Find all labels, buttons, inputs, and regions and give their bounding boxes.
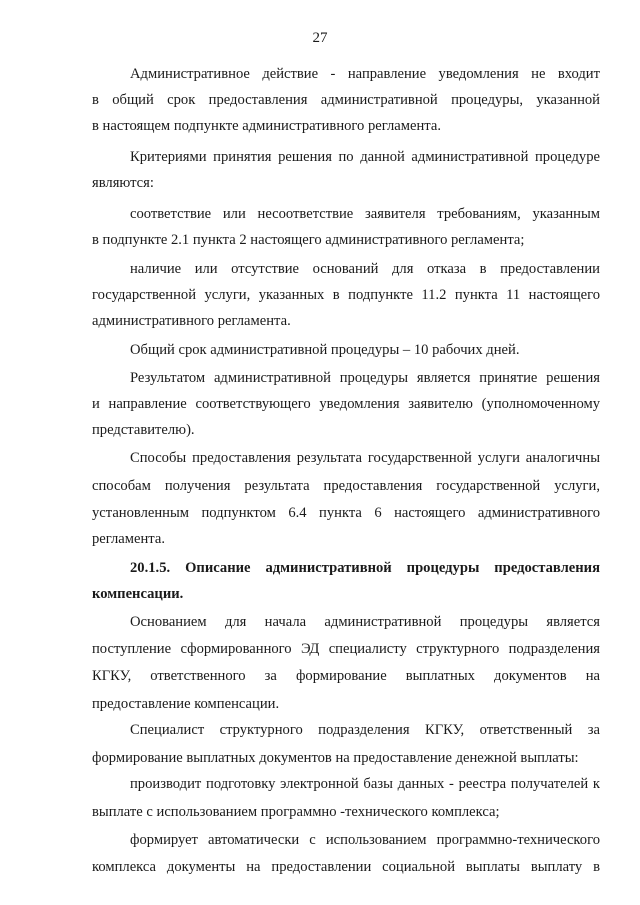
text-line: Основанием для начала административной процедуры является xyxy=(130,614,600,630)
text-line: комплекса документы на предоставлении социальной выплаты выплату в xyxy=(92,859,600,875)
text-line: поступление сформированного ЭД специалисту структурного подразделения xyxy=(92,641,600,657)
text-line: в подпункте 2.1 пункта 2 настоящего административного регламента; xyxy=(92,232,525,248)
text-line: производит подготовку электронной базы данных - реестра получателей к xyxy=(130,776,600,792)
text-line: Критериями принятия решения по данной административной процедуре xyxy=(130,149,600,165)
text-line: регламента. xyxy=(92,531,165,547)
text-line: способам получения результата предоставления государственной услуги, xyxy=(92,478,600,494)
page-number: 27 xyxy=(312,30,328,46)
text-line: Специалист структурного подразделения КГКУ, ответственный за xyxy=(130,722,600,738)
text-line: Административное действие - направление уведомления не входит xyxy=(130,66,600,82)
text-line: в общий срок предоставления административной процедуры, указанной xyxy=(92,92,600,108)
text-line: КГКУ, ответственного за формирование выплатных документов на xyxy=(92,668,600,684)
text-line: и направление соответствующего уведомления заявителю (уполномоченному xyxy=(92,396,600,412)
text-line: государственной услуги, указанных в подпункте 11.2 пункта 11 настоящего xyxy=(92,287,600,303)
section-heading: компенсации. xyxy=(92,586,184,602)
text-line: в настоящем подпункте административного регламента. xyxy=(92,118,441,134)
text-line: Общий срок административной процедуры – 10 рабочих дней. xyxy=(130,342,520,358)
text-line: формирование выплатных документов на предоставление денежной выплаты: xyxy=(92,750,579,766)
text-line: Способы предоставления результата государственной услуги аналогичны xyxy=(130,450,600,466)
text-line: формирует автоматически с использованием программно-технического xyxy=(130,832,600,848)
text-line: являются: xyxy=(92,175,154,191)
section-heading: 20.1.5. Описание административной процедуры предоставления xyxy=(130,560,600,576)
text-line: соответствие или несоответствие заявителя требованиям, указанным xyxy=(130,206,600,222)
text-line: предоставление компенсации. xyxy=(92,696,280,712)
text-line: административного регламента. xyxy=(92,313,291,329)
text-line: представителю). xyxy=(92,422,195,438)
text-line: установленным подпунктом 6.4 пункта 6 настоящего административного xyxy=(92,505,600,521)
text-line: Результатом административной процедуры является принятие решения xyxy=(130,370,600,386)
text-line: выплате с использованием программно -технического комплекса; xyxy=(92,804,500,820)
text-line: наличие или отсутствие оснований для отказа в предоставлении xyxy=(130,261,600,277)
